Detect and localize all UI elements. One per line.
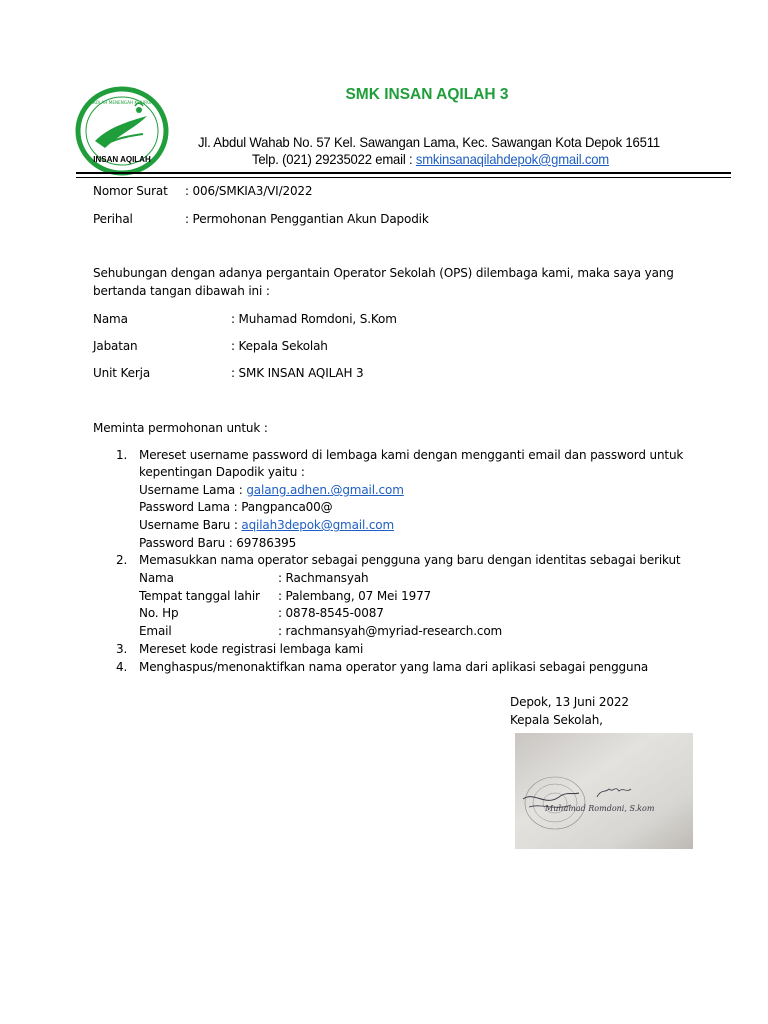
logo-bottom-text: INSAN AQILAH xyxy=(93,155,151,164)
school-contact xyxy=(252,151,609,167)
school-email-link[interactable]: smkinsanaqilahdepok@gmail.com xyxy=(415,151,609,167)
perihal-value: : Permohonan Penggantian Akun Dapodik xyxy=(185,212,429,226)
school-address: Jl. Abdul Wahab No. 57 Kel. Sawangan Lama, Kec. Sawangan Kota Depok 16511 xyxy=(198,134,660,150)
item-1-number: 1. xyxy=(116,448,128,462)
username-baru-row xyxy=(139,517,394,534)
operator-email-value: : rachmansyah@myriad-research.com xyxy=(278,624,503,638)
operator-phone-label: No. Hp xyxy=(139,606,179,620)
perihal-label: Perihal xyxy=(93,212,133,226)
password-lama-label: Password Lama : xyxy=(139,500,242,514)
item-4-line-1: Menghaspus/menonaktifkan nama operator yang lama dari aplikasi sebagai pengguna xyxy=(139,660,649,674)
header-rule-thick xyxy=(76,172,731,174)
username-baru-label: Username Baru : xyxy=(139,518,242,532)
password-baru-value: 69786395 xyxy=(236,536,297,550)
request-intro: Meminta permohonan untuk : xyxy=(93,421,268,435)
item-3-number: 3. xyxy=(116,642,128,656)
username-lama-row xyxy=(139,482,404,499)
header-rule-thin xyxy=(76,177,731,178)
username-lama-label: Username Lama : xyxy=(139,483,247,497)
signer-position-label: Jabatan xyxy=(93,339,138,353)
item-3-line-1: Mereset kode registrasi lembaga kami xyxy=(139,642,364,656)
username-lama-link[interactable]: galang.adhen.@gmail.com xyxy=(246,483,404,497)
nomor-label: Nomor Surat xyxy=(93,184,168,198)
place-date: Depok, 13 Juni 2022 xyxy=(510,695,629,709)
operator-birth-value: : Palembang, 07 Mei 1977 xyxy=(278,589,432,603)
intro-line-1: Sehubungan dengan adanya pergantain Operator Sekolah (OPS) dilembaga kami, maka saya yang xyxy=(93,266,674,280)
item-4-number: 4. xyxy=(116,660,128,674)
item-2-line-1: Memasukkan nama operator sebagai pengguna yang baru dengan identitas sebagai berikut xyxy=(139,553,681,567)
signer-name-label: Nama xyxy=(93,312,128,326)
operator-name-label: Nama xyxy=(139,571,174,585)
signer-name-value: : Muhamad Romdoni, S.Kom xyxy=(231,312,397,326)
username-baru-link[interactable]: aqilah3depok@gmail.com xyxy=(241,518,395,532)
signature-text: Muhamad Romdoni, S.kom xyxy=(545,804,655,813)
operator-email-label: Email xyxy=(139,624,172,638)
item-2-number: 2. xyxy=(116,553,128,567)
logo-top-text: SEKOLAH MENENGAH KEJURUAN xyxy=(87,100,157,105)
password-baru-row xyxy=(139,535,296,552)
school-name: SMK INSAN AQILAH 3 xyxy=(345,86,509,103)
signer-unit-value: : SMK INSAN AQILAH 3 xyxy=(231,366,364,380)
password-lama-row xyxy=(139,499,333,516)
item-1-line-2: kepentingan Dapodik yaitu : xyxy=(139,465,305,479)
item-1-line-1: Mereset username password di lembaga kami dengan mengganti email dan password untuk xyxy=(139,448,684,462)
phone-text: Telp. (021) 29235022 email : xyxy=(252,151,416,167)
password-baru-label: Password Baru : xyxy=(139,536,237,550)
password-lama-value: Pangpanca00@ xyxy=(241,500,333,514)
nomor-value: : 006/SMKIA3/VI/2022 xyxy=(185,184,313,198)
operator-birth-label: Tempat tanggal lahir xyxy=(139,589,260,603)
school-logo xyxy=(75,86,170,176)
signer-unit-label: Unit Kerja xyxy=(93,366,151,380)
signer-position-value: : Kepala Sekolah xyxy=(231,339,328,353)
closing-title: Kepala Sekolah, xyxy=(510,713,603,727)
operator-phone-value: : 0878-8545-0087 xyxy=(278,606,384,620)
signature-image xyxy=(515,733,693,849)
operator-name-value: : Rachmansyah xyxy=(278,571,369,585)
intro-line-2: bertanda tangan dibawah ini : xyxy=(93,284,270,298)
